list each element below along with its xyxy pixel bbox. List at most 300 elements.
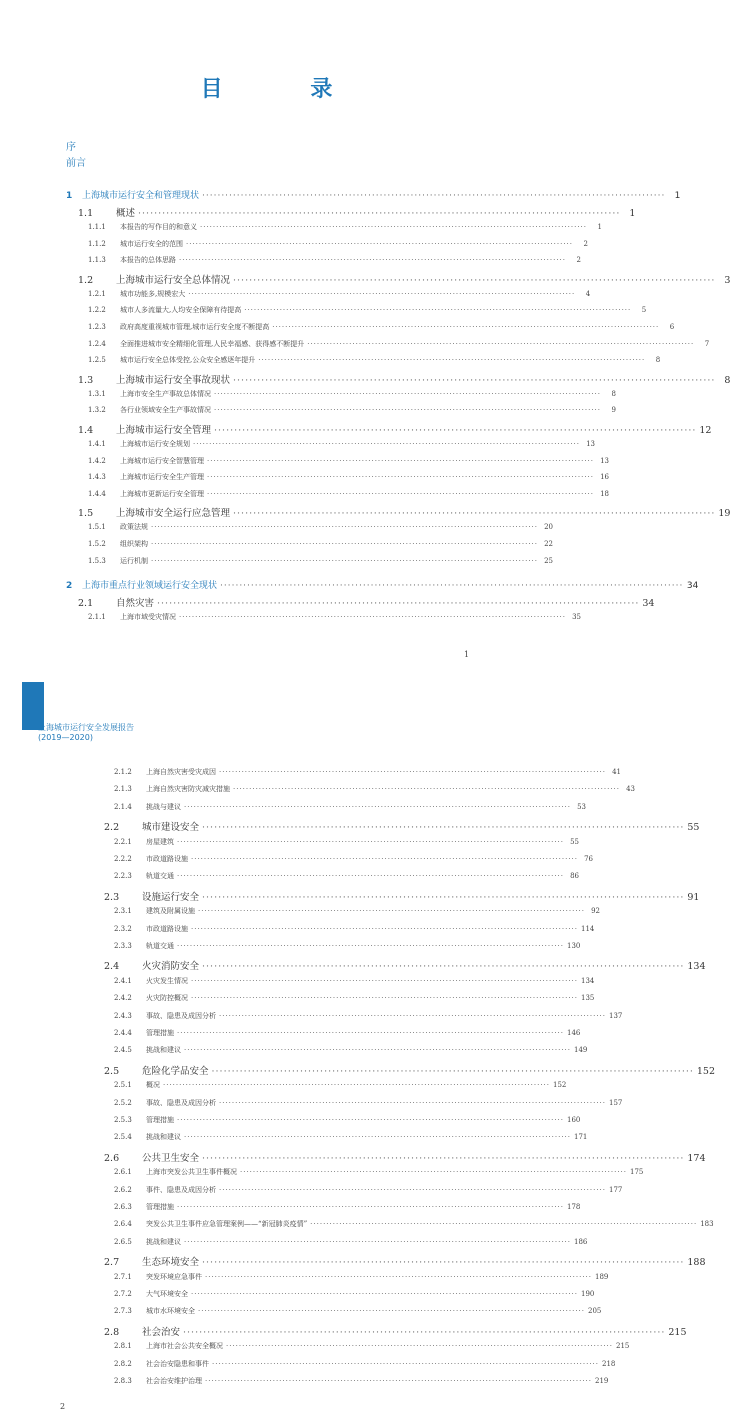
toc-leader-dots: ························································································································ bbox=[157, 598, 640, 610]
toc-entry-page: 178 bbox=[567, 1203, 581, 1211]
toc-entry-title: 上海市安全生产事故总体情况 bbox=[120, 389, 211, 398]
toc-entry-title: 组织架构 bbox=[120, 540, 148, 548]
toc-entry-level-3[interactable] bbox=[88, 522, 554, 532]
toc-entry-title: 突发公共卫生事件应急管理案例——“新冠肺炎疫情” bbox=[146, 1220, 308, 1229]
toc-entry-title: 管理措施 bbox=[146, 1203, 174, 1211]
toc-entry-title: 火灾发生情况 bbox=[146, 976, 188, 985]
toc-entry-level-2[interactable] bbox=[104, 1150, 706, 1164]
toc-leader-dots: ························································································································ bbox=[233, 785, 621, 794]
toc-leader-dots: ························································································································ bbox=[233, 508, 716, 520]
toc-entry-number: 2.4.1 bbox=[114, 976, 132, 985]
toc-entry-level-3[interactable] bbox=[88, 305, 647, 315]
toc-entry-level-2[interactable] bbox=[104, 1324, 687, 1338]
toc-entry-title: 挑战和建议 bbox=[146, 1133, 181, 1142]
toc-page-2 bbox=[0, 682, 716, 1412]
toc-entry-level-3[interactable] bbox=[88, 539, 554, 549]
toc-entry-title: 建筑及附属设施 bbox=[146, 907, 195, 916]
toc-entry-title: 上海城市运行安全规划 bbox=[120, 440, 190, 448]
toc-leader-dots: ························································································································ bbox=[233, 274, 716, 286]
toc-entry-level-3[interactable] bbox=[114, 802, 587, 812]
toc-entry-title: 本报告的总体思路 bbox=[120, 256, 176, 265]
toc-entry-title: 上海城市运行安全生产管理 bbox=[120, 473, 204, 482]
toc-entry-title: 本报告的写作目的和意义 bbox=[120, 223, 197, 231]
toc-entry-number: 2.3.1 bbox=[114, 907, 132, 916]
page-number: 2 bbox=[60, 1402, 66, 1411]
toc-entry-page: 188 bbox=[687, 1257, 706, 1269]
toc-entry-number: 1 bbox=[66, 191, 73, 201]
toc-entry-number: 1.4.4 bbox=[88, 489, 106, 498]
toc-leader-dots: ························································································································ bbox=[163, 1081, 551, 1090]
toc-leader-dots: ························································································································ bbox=[191, 924, 579, 933]
toc-entry-page: 5 bbox=[641, 306, 647, 315]
toc-entry-number: 2.4 bbox=[104, 961, 120, 973]
toc-entry-page: 160 bbox=[567, 1116, 581, 1124]
toc-leader-dots: ························································································································ bbox=[177, 872, 565, 881]
toc-entry-level-3[interactable] bbox=[114, 1272, 609, 1282]
toc-entry-page: 174 bbox=[687, 1152, 706, 1164]
toc-entry-page: 6 bbox=[669, 323, 675, 331]
toc-entry-number: 1.3 bbox=[78, 374, 94, 386]
toc-leader-dots: ························································································································ bbox=[244, 306, 632, 315]
toc-leader-dots: ························································································································ bbox=[212, 1359, 600, 1368]
toc-entry-title: 上海市突发公共卫生事件概况 bbox=[146, 1168, 237, 1177]
toc-entry-number: 2.6.5 bbox=[114, 1237, 132, 1246]
toc-entry-level-2[interactable] bbox=[78, 505, 730, 520]
toc-entry-number: 2.4.2 bbox=[114, 994, 132, 1003]
toc-entry-page: 34 bbox=[686, 581, 699, 592]
toc-leader-dots: ························································································································ bbox=[202, 961, 685, 973]
toc-entry-level-3[interactable] bbox=[88, 489, 610, 499]
toc-entry-title: 上海城市运行安全管理 bbox=[116, 425, 212, 436]
toc-entry-level-3[interactable] bbox=[88, 389, 617, 399]
toc-entry-title: 上海城市运行安全总体情况 bbox=[116, 274, 231, 286]
toc-leader-dots: ························································································································ bbox=[177, 1029, 565, 1037]
toc-leader-dots: ························································································································ bbox=[191, 994, 579, 1003]
toc-entry-number: 1.2.5 bbox=[88, 356, 106, 365]
toc-entry-title: 轨道交通 bbox=[146, 872, 174, 881]
toc-entry-page: 8 bbox=[655, 356, 661, 365]
toc-entry-level-3[interactable] bbox=[88, 355, 661, 365]
toc-entry-level-3[interactable] bbox=[88, 339, 710, 349]
toc-entry-level-3[interactable] bbox=[114, 1219, 714, 1229]
toc-entry-number: 2.2 bbox=[104, 822, 120, 834]
toc-entry-level-3[interactable] bbox=[114, 1132, 588, 1142]
toc-leader-dots: ························································································································ bbox=[193, 440, 581, 448]
toc-entry-page: 86 bbox=[570, 872, 580, 881]
toc-entry-level-3[interactable] bbox=[114, 1167, 644, 1177]
toc-entry-title: 城市功能多,规模宏大 bbox=[120, 289, 186, 298]
toc-leader-dots: ························································································································ bbox=[214, 406, 602, 415]
toc-entry-page: 76 bbox=[584, 855, 594, 863]
toc-entry-level-3[interactable] bbox=[114, 941, 581, 951]
toc-entry-page: 53 bbox=[577, 802, 587, 811]
toc-entry-page: 43 bbox=[626, 785, 636, 794]
toc-entry-number: 1.2.2 bbox=[88, 306, 106, 315]
toc-leader-dots: ························································································································ bbox=[233, 374, 716, 386]
toc-entry-number: 1.5 bbox=[78, 508, 94, 520]
toc-entry-title: 运行机制 bbox=[120, 556, 148, 565]
toc-entry-level-3[interactable] bbox=[114, 993, 595, 1003]
toc-entry-number: 1.1.3 bbox=[88, 256, 106, 265]
toc-entry-level-3[interactable] bbox=[88, 439, 596, 449]
toc-entry-page: 92 bbox=[591, 907, 601, 916]
toc-entry-title: 公共卫生安全 bbox=[142, 1152, 200, 1164]
toc-entry-title: 政府高度重视城市管理,城市运行安全度不断提高 bbox=[120, 323, 270, 331]
toc-entry-number: 2.4.3 bbox=[114, 1011, 132, 1020]
toc-entry-title: 火灾防控概况 bbox=[146, 994, 188, 1003]
toc-entry-page: 219 bbox=[595, 1377, 609, 1385]
toc-entry-number: 1.2 bbox=[78, 274, 94, 286]
toc-entry-level-3[interactable] bbox=[114, 1011, 623, 1021]
toc-entry-title: 房屋建筑 bbox=[146, 837, 174, 846]
toc-leader-dots: ························································································································ bbox=[183, 1326, 666, 1338]
toc-entry-number: 1.5.1 bbox=[88, 523, 106, 532]
toc-entry-page: 175 bbox=[630, 1168, 644, 1177]
toc-entry-number: 2.6.4 bbox=[114, 1220, 132, 1229]
toc-entry-page: 134 bbox=[687, 961, 706, 973]
toc-leader-dots: ························································································································ bbox=[191, 976, 579, 985]
toc-entry-title: 上海自然灾害防灾减灾措施 bbox=[146, 785, 230, 794]
toc-entry-title: 全面推进城市安全精细化管理,人民幸福感、获得感不断提升 bbox=[120, 339, 305, 348]
toc-entry-title: 上海自然灾害受灾成因 bbox=[146, 768, 216, 776]
toc-entry-title: 市政道路设施 bbox=[146, 924, 188, 933]
toc-entry-level-3[interactable] bbox=[88, 472, 610, 482]
toc-entry-level-3[interactable] bbox=[114, 1376, 609, 1386]
toc-entry-page: 9 bbox=[611, 406, 617, 415]
toc-entry-title: 大气环境安全 bbox=[146, 1290, 188, 1298]
toc-entry-title: 城市运行安全总体受控,公众安全感逐年提升 bbox=[120, 356, 256, 365]
toc-entry-level-2[interactable] bbox=[78, 595, 655, 610]
toc-entry-title: 危险化学品安全 bbox=[142, 1065, 209, 1077]
running-header-title: 上海城市运行安全发展报告 bbox=[38, 723, 134, 732]
toc-entry-page: 8 bbox=[724, 374, 730, 386]
toc-entry-level-1[interactable] bbox=[66, 188, 681, 201]
toc-entry-number: 2.5.4 bbox=[114, 1133, 132, 1142]
front-matter-preface[interactable]: 序 bbox=[66, 142, 76, 153]
toc-entry-level-3[interactable] bbox=[114, 1115, 581, 1125]
toc-leader-dots: ························································································································ bbox=[151, 540, 539, 548]
toc-entry-number: 2.5.3 bbox=[114, 1116, 132, 1124]
toc-entry-level-3[interactable] bbox=[114, 1185, 623, 1195]
toc-entry-level-3[interactable] bbox=[114, 924, 595, 934]
toc-entry-page: 114 bbox=[581, 924, 595, 933]
toc-entry-number: 1.1 bbox=[78, 208, 94, 219]
toc-entry-level-3[interactable] bbox=[114, 1289, 595, 1299]
toc-leader-dots: ························································································································ bbox=[186, 239, 574, 248]
toc-entry-level-3[interactable] bbox=[114, 1098, 623, 1108]
toc-leader-dots: ························································································································ bbox=[202, 1152, 685, 1164]
toc-entry-number: 2.4.4 bbox=[114, 1029, 132, 1037]
toc-entry-title: 生态环境安全 bbox=[142, 1257, 200, 1269]
toc-entry-title: 市政道路设施 bbox=[146, 855, 188, 863]
toc-entry-number: 1.2.3 bbox=[88, 323, 106, 331]
toc-entry-title: 挑战和建议 bbox=[146, 1237, 181, 1246]
toc-entry-page: 55 bbox=[687, 822, 700, 834]
toc-entry-number: 2.3.3 bbox=[114, 942, 132, 950]
toc-entry-page: 91 bbox=[687, 891, 700, 903]
toc-entry-level-3[interactable] bbox=[88, 322, 675, 332]
toc-entry-level-3[interactable] bbox=[114, 1341, 630, 1351]
toc-entry-title: 管理措施 bbox=[146, 1029, 174, 1037]
toc-leader-dots: ························································································································ bbox=[198, 907, 586, 916]
toc-leader-dots: ························································································································ bbox=[258, 356, 646, 365]
toc-leader-dots: ························································································································ bbox=[214, 389, 602, 398]
toc-entry-number: 2.7.1 bbox=[114, 1272, 132, 1281]
toc-entry-number: 2.5 bbox=[104, 1065, 120, 1077]
toc-entry-number: 2.1.1 bbox=[88, 613, 106, 622]
toc-entry-number: 1.2.1 bbox=[88, 289, 106, 298]
toc-entry-level-2[interactable] bbox=[104, 1063, 716, 1077]
toc-entry-page: 4 bbox=[585, 289, 591, 298]
toc-leader-dots: ························································································································ bbox=[205, 1377, 593, 1385]
toc-entry-title: 社会治安 bbox=[142, 1326, 181, 1338]
toc-entry-level-2[interactable] bbox=[78, 422, 712, 436]
toc-entry-title: 各行业领域安全生产事故情况 bbox=[120, 406, 211, 415]
toc-entry-level-2[interactable] bbox=[104, 819, 700, 834]
toc-entry-page: 146 bbox=[567, 1029, 581, 1037]
toc-entry-level-3[interactable] bbox=[114, 1359, 616, 1369]
toc-entry-page: 12 bbox=[699, 425, 712, 436]
toc-leader-dots: ························································································································ bbox=[198, 1307, 586, 1316]
toc-entry-number: 2.2.1 bbox=[114, 837, 132, 846]
toc-leader-dots: ························································································································ bbox=[177, 1203, 565, 1211]
toc-entry-title: 事件、隐患及成因分析 bbox=[146, 1185, 216, 1194]
toc-entry-level-3[interactable] bbox=[88, 255, 582, 265]
toc-entry-page: 1 bbox=[597, 223, 603, 231]
toc-entry-level-3[interactable] bbox=[88, 556, 554, 566]
toc-entry-page: 13 bbox=[586, 440, 596, 448]
toc-entry-number: 2.8.2 bbox=[114, 1359, 132, 1368]
toc-entry-title: 上海市社会公共安全概况 bbox=[146, 1342, 223, 1351]
toc-entry-number: 1.1.2 bbox=[88, 239, 106, 248]
toc-entry-level-3[interactable] bbox=[88, 612, 582, 622]
toc-leader-dots: ························································································································ bbox=[307, 339, 695, 348]
toc-entry-page: 16 bbox=[600, 473, 610, 482]
toc-entry-page: 152 bbox=[696, 1065, 716, 1077]
toc-entry-level-3[interactable] bbox=[114, 1045, 588, 1055]
toc-leader-dots: ························································································································ bbox=[220, 581, 684, 592]
toc-entry-title: 火灾消防安全 bbox=[142, 961, 200, 973]
toc-entry-level-3[interactable] bbox=[114, 767, 622, 777]
toc-entry-number: 2.5.2 bbox=[114, 1098, 132, 1107]
toc-entry-title: 社会治安维护治理 bbox=[146, 1377, 202, 1385]
toc-entry-page: 152 bbox=[553, 1081, 567, 1090]
toc-entry-page: 134 bbox=[581, 976, 595, 985]
toc-entry-page: 2 bbox=[583, 239, 589, 248]
toc-entry-number: 1.3.1 bbox=[88, 389, 106, 398]
toc-entry-number: 2.1.2 bbox=[114, 768, 132, 776]
toc-entry-page: 135 bbox=[581, 994, 595, 1003]
toc-leader-dots: ························································································································ bbox=[177, 942, 565, 950]
toc-entry-page: 41 bbox=[612, 768, 622, 776]
toc-entry-level-3[interactable] bbox=[114, 784, 636, 794]
toc-leader-dots: ························································································································ bbox=[188, 289, 576, 298]
toc-leader-dots: ························································································································ bbox=[207, 473, 595, 482]
toc-entry-level-3[interactable] bbox=[114, 1237, 588, 1247]
toc-entry-title: 挑战与建议 bbox=[146, 802, 181, 811]
toc-leader-dots: ························································································································ bbox=[219, 1185, 607, 1194]
toc-entry-number: 2.6.2 bbox=[114, 1185, 132, 1194]
toc-entry-title: 事故、隐患及成因分析 bbox=[146, 1098, 216, 1107]
toc-leader-dots: ························································································································ bbox=[205, 1272, 593, 1281]
toc-entry-page: 215 bbox=[616, 1342, 630, 1351]
toc-entry-number: 2.3.2 bbox=[114, 924, 132, 933]
toc-entry-level-3[interactable] bbox=[114, 1306, 602, 1316]
toc-entry-number: 1.4.2 bbox=[88, 456, 106, 465]
toc-leader-dots: ························································································································ bbox=[214, 425, 697, 436]
toc-entry-level-3[interactable] bbox=[114, 854, 594, 864]
toc-leader-dots: ························································································································ bbox=[177, 837, 565, 846]
toc-entry-number: 2.7.3 bbox=[114, 1307, 132, 1316]
toc-entry-page: 218 bbox=[602, 1359, 616, 1368]
toc-entry-level-2[interactable] bbox=[78, 272, 730, 286]
toc-entry-title: 概况 bbox=[146, 1081, 160, 1090]
toc-entry-title: 城市人多流量大,人均安全保障有待提高 bbox=[120, 306, 242, 315]
toc-entry-level-3[interactable] bbox=[114, 1028, 581, 1038]
toc-entry-title: 自然灾害 bbox=[116, 598, 155, 610]
toc-entry-number: 2.7 bbox=[104, 1257, 120, 1269]
toc-entry-level-3[interactable] bbox=[114, 837, 580, 847]
toc-leader-dots: ························································································································ bbox=[202, 191, 666, 201]
toc-page-1 bbox=[0, 0, 730, 670]
toc-entry-number: 2.6.3 bbox=[114, 1203, 132, 1211]
toc-entry-page: 186 bbox=[574, 1237, 588, 1246]
toc-entry-title: 城市运行安全的范围 bbox=[120, 239, 183, 248]
toc-entry-page: 189 bbox=[595, 1272, 609, 1281]
toc-leader-dots: ························································································································ bbox=[177, 1116, 565, 1124]
toc-entry-page: 1 bbox=[674, 191, 681, 201]
toc-leader-dots: ························································································································ bbox=[179, 256, 567, 265]
toc-entry-page: 20 bbox=[544, 523, 554, 532]
toc-entry-level-3[interactable] bbox=[88, 405, 617, 415]
running-header-years: (2019—2020) bbox=[38, 733, 93, 742]
toc-entry-title: 上海城市安全运行应急管理 bbox=[116, 508, 231, 520]
toc-entry-level-3[interactable] bbox=[88, 456, 610, 466]
toc-leader-dots: ························································································································ bbox=[219, 768, 607, 776]
toc-entry-title: 社会治安隐患和事件 bbox=[146, 1359, 209, 1368]
toc-entry-level-3[interactable] bbox=[88, 222, 603, 232]
toc-entry-title: 上海城市运行安全智慧管理 bbox=[120, 456, 204, 465]
toc-leader-dots: ························································································································ bbox=[207, 489, 595, 498]
toc-entry-page: 55 bbox=[570, 837, 580, 846]
toc-entry-page: 149 bbox=[574, 1046, 588, 1055]
toc-entry-page: 1 bbox=[629, 208, 636, 219]
toc-entry-number: 2.2.2 bbox=[114, 855, 132, 863]
toc-entry-page: 157 bbox=[609, 1098, 623, 1107]
toc-leader-dots: ························································································································ bbox=[184, 1133, 572, 1142]
toc-entry-title: 设施运行安全 bbox=[142, 891, 200, 903]
toc-entry-level-2[interactable] bbox=[104, 889, 700, 903]
toc-entry-number: 2.3 bbox=[104, 891, 120, 903]
toc-entry-number: 2.7.2 bbox=[114, 1290, 132, 1298]
toc-leader-dots: ························································································································ bbox=[138, 208, 621, 219]
toc-leader-dots: ························································································································ bbox=[191, 1290, 579, 1298]
toc-entry-page: 7 bbox=[704, 339, 710, 348]
toc-leader-dots: ························································································································ bbox=[179, 613, 567, 622]
page-number: 1 bbox=[464, 650, 470, 659]
toc-entry-title: 政策法规 bbox=[120, 523, 148, 532]
toc-entry-page: 13 bbox=[600, 456, 610, 465]
toc-entry-number: 2.8.1 bbox=[114, 1342, 132, 1351]
toc-entry-title: 突发环境应急事件 bbox=[146, 1272, 202, 1281]
toc-entry-page: 130 bbox=[567, 942, 581, 950]
toc-entry-number: 2.1 bbox=[78, 598, 94, 610]
toc-entry-level-3[interactable] bbox=[114, 871, 580, 881]
toc-leader-dots: ························································································································ bbox=[240, 1168, 628, 1177]
toc-entry-page: 171 bbox=[574, 1133, 588, 1142]
toc-entry-number: 2 bbox=[66, 581, 73, 592]
toc-entry-number: 1.4.3 bbox=[88, 473, 106, 482]
toc-entry-number: 2.1.3 bbox=[114, 785, 132, 794]
toc-entry-title: 事故、隐患及成因分析 bbox=[146, 1011, 216, 1020]
toc-entry-page: 177 bbox=[609, 1185, 623, 1194]
toc-entry-level-3[interactable] bbox=[114, 976, 595, 986]
toc-leader-dots: ························································································································ bbox=[211, 1065, 694, 1077]
toc-entry-page: 2 bbox=[576, 256, 582, 265]
toc-entry-title: 管理措施 bbox=[146, 1116, 174, 1124]
toc-entry-level-2[interactable] bbox=[78, 205, 636, 219]
front-matter-foreword[interactable]: 前言 bbox=[66, 158, 86, 169]
toc-entry-number: 2.6.1 bbox=[114, 1168, 132, 1177]
toc-entry-level-3[interactable] bbox=[114, 906, 601, 916]
toc-title: 目 录 bbox=[200, 77, 373, 102]
toc-leader-dots: ························································································································ bbox=[310, 1220, 698, 1229]
toc-entry-title: 轨道交通 bbox=[146, 942, 174, 950]
toc-leader-dots: ························································································································ bbox=[200, 223, 588, 231]
toc-leader-dots: ························································································································ bbox=[202, 822, 685, 834]
toc-entry-page: 19 bbox=[718, 508, 730, 520]
toc-entry-number: 2.6 bbox=[104, 1152, 120, 1164]
toc-entry-title: 上海城市运行安全和管理现状 bbox=[82, 191, 200, 201]
toc-entry-page: 8 bbox=[611, 389, 617, 398]
toc-entry-number: 2.5.1 bbox=[114, 1081, 132, 1090]
toc-entry-title: 上海城市更新运行安全管理 bbox=[120, 489, 204, 498]
toc-entry-number: 2.2.3 bbox=[114, 872, 132, 881]
toc-entry-title: 城市建设安全 bbox=[142, 822, 200, 834]
toc-entry-level-3[interactable] bbox=[88, 239, 589, 249]
toc-leader-dots: ························································································································ bbox=[272, 323, 660, 331]
toc-entry-number: 2.8.3 bbox=[114, 1377, 132, 1385]
toc-entry-number: 2.4.5 bbox=[114, 1046, 132, 1055]
toc-leader-dots: ························································································································ bbox=[184, 1046, 572, 1055]
toc-entry-level-3[interactable] bbox=[114, 1202, 581, 1212]
toc-leader-dots: ························································································································ bbox=[207, 456, 595, 465]
toc-entry-level-3[interactable] bbox=[88, 289, 591, 299]
toc-leader-dots: ························································································································ bbox=[151, 556, 539, 565]
toc-entry-title: 上海市重点行业领域运行安全现状 bbox=[82, 581, 218, 592]
toc-entry-number: 1.2.4 bbox=[88, 339, 106, 348]
toc-entry-page: 190 bbox=[581, 1290, 595, 1298]
toc-entry-title: 上海城市运行安全事故现状 bbox=[116, 374, 231, 386]
toc-entry-page: 3 bbox=[724, 274, 730, 286]
toc-entry-level-2[interactable] bbox=[104, 958, 706, 973]
toc-entry-number: 1.3.2 bbox=[88, 406, 106, 415]
toc-entry-level-2[interactable] bbox=[78, 372, 730, 386]
toc-leader-dots: ························································································································ bbox=[184, 802, 572, 811]
toc-entry-level-1[interactable] bbox=[66, 578, 699, 592]
toc-entry-page: 25 bbox=[544, 556, 554, 565]
toc-entry-page: 205 bbox=[588, 1307, 602, 1316]
toc-entry-title: 挑战和建议 bbox=[146, 1046, 181, 1055]
toc-entry-level-2[interactable] bbox=[104, 1254, 706, 1269]
toc-entry-number: 1.4 bbox=[78, 425, 94, 436]
toc-leader-dots: ························································································································ bbox=[219, 1098, 607, 1107]
toc-entry-page: 215 bbox=[668, 1326, 687, 1338]
toc-entry-number: 1.4.1 bbox=[88, 440, 106, 448]
toc-entry-number: 1.5.2 bbox=[88, 540, 106, 548]
toc-entry-number: 1.5.3 bbox=[88, 556, 106, 565]
toc-entry-level-3[interactable] bbox=[114, 1080, 567, 1090]
